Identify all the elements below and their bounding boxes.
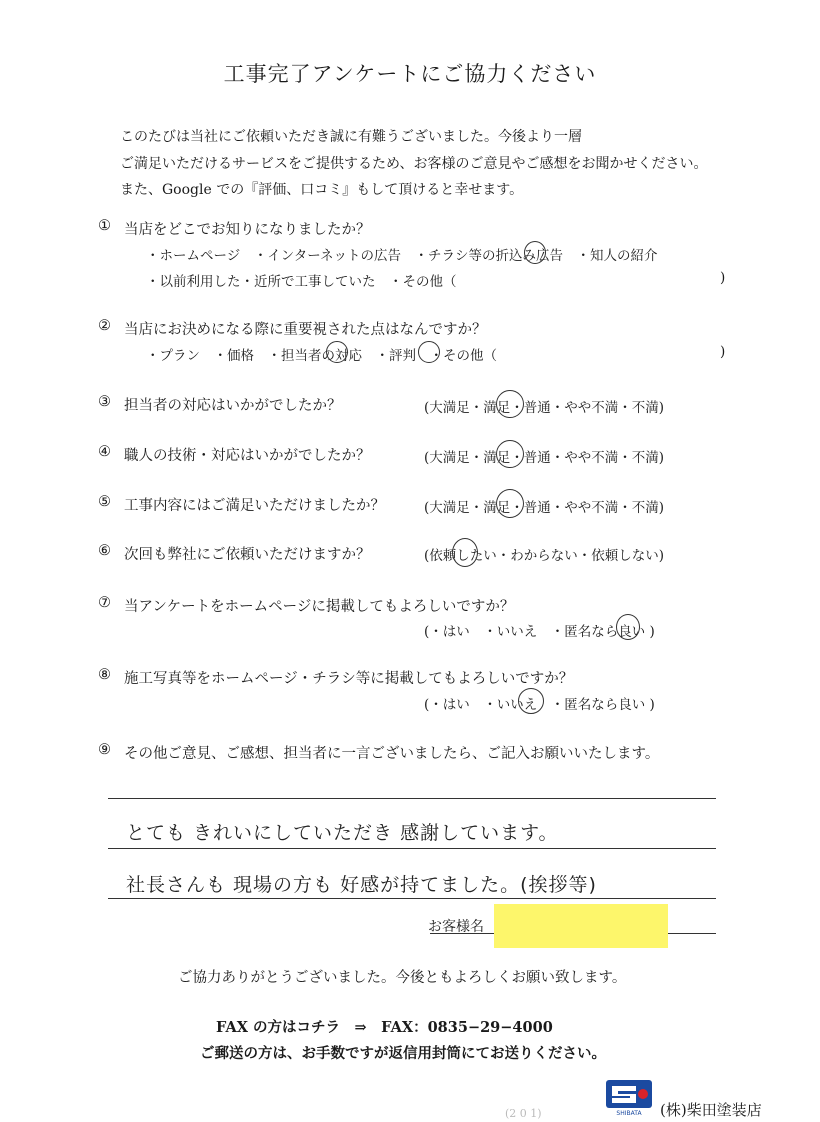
logo-wordmark: SHIBATA — [616, 1110, 642, 1116]
q7-number: ⑦ — [98, 595, 111, 611]
footer-mark: (2 0 1) — [505, 1107, 542, 1120]
q2-number: ② — [98, 318, 111, 334]
writing-line-2 — [108, 848, 716, 849]
q1-answer-circle — [524, 241, 546, 264]
q3-number: ③ — [98, 394, 111, 410]
q2-options[interactable]: ・プラン ・価格 ・担当者の対応 ・評判 ・その他（ — [146, 348, 497, 364]
q7-text: 当アンケートをホームページに掲載してもよろしいですか？ — [124, 599, 515, 615]
mail-info: ご郵送の方は、お手数ですが返信用封筒にてお送りください。 — [200, 1045, 606, 1062]
company-logo-icon — [606, 1080, 652, 1116]
q8-answer-circle — [518, 688, 544, 714]
company-name: (株)柴田塗装店 — [660, 1101, 762, 1119]
writing-line-3 — [108, 898, 716, 899]
q1-number: ① — [98, 218, 111, 234]
q4-number: ④ — [98, 444, 111, 460]
writing-line-1 — [108, 798, 716, 799]
handwritten-comment-2: 社長さんも 現場の方も 好感が持てました。(挨拶等) — [126, 874, 597, 896]
q8-text: 施工写真等をホームページ・チラシ等に掲載してもよろしいですか？ — [124, 671, 574, 687]
q9-number: ⑨ — [98, 742, 111, 758]
q2-answer-circle-staff — [326, 341, 348, 363]
q5-answer-circle — [496, 489, 524, 518]
q2-close-paren: ) — [720, 344, 726, 360]
q2-text: 当店にお決めになる際に重要視された点はなんですか？ — [124, 322, 487, 338]
q2-answer-circle-reputation — [418, 341, 440, 363]
q3-text: 担当者の対応はいかがでしたか？ — [124, 398, 342, 414]
q1-close-paren: ) — [720, 270, 726, 286]
q7-answer-circle — [616, 614, 640, 640]
q5-number: ⑤ — [98, 494, 111, 510]
q5-text: 工事内容にはご満足いただけましたか？ — [124, 498, 385, 514]
q4-answer-circle — [496, 440, 524, 468]
q4-text: 職人の技術・対応はいかがでしたか？ — [124, 448, 371, 464]
q1-options-line-1[interactable]: ・ホームページ ・インターネットの広告 ・チラシ等の折込み広告 ・知人の紹介 — [146, 248, 658, 264]
fax-info: FAX の方はコチラ ⇒ FAX：0835−29−4000 — [216, 1019, 553, 1036]
intro-line-2: ご満足いただけるサービスをご提供するため、お客様のご意見やご感想をお聞かせください。 — [120, 156, 708, 172]
q6-answer-circle — [452, 538, 478, 567]
q6-number: ⑥ — [98, 543, 111, 559]
intro-line-3: また、Google での『評価、口コミ』もして頂けると幸せます。 — [120, 182, 524, 198]
q6-options[interactable]: (依頼したい・わからない・依頼しない) — [424, 548, 665, 564]
closing-message: ご協力ありがとうございました。今後ともよろしくお願い致します。 — [178, 970, 627, 986]
page-title: 工事完了アンケートにご協力ください — [223, 62, 597, 86]
q9-text: その他ご意見、ご感想、担当者に一言ございましたら、ご記入お願いいたします。 — [124, 746, 660, 762]
customer-name-redaction — [494, 904, 668, 948]
q7-options[interactable]: (・はい ・いいえ ・匿名なら良い ) — [424, 624, 655, 640]
intro-line-1: このたびは当社にご依頼いただき誠に有難うございました。今後より一層 — [120, 129, 582, 145]
customer-name-label: お客様名 — [428, 919, 484, 935]
q8-options[interactable]: (・はい ・いいえ ・匿名なら良い ) — [424, 697, 655, 713]
q1-options-line-2[interactable]: ・以前利用した・近所で工事していた ・その他（ — [146, 274, 457, 290]
handwritten-comment-1: とても きれいにしていただき 感謝しています。 — [126, 822, 559, 844]
q4-options[interactable]: (大満足・満足・普通・やや不満・不満) — [424, 450, 665, 466]
q5-options[interactable]: (大満足・満足・普通・やや不満・不満) — [424, 500, 665, 516]
q8-number: ⑧ — [98, 667, 111, 683]
q3-options[interactable]: (大満足・満足・普通・やや不満・不満) — [424, 400, 665, 416]
q1-text: 当店をどこでお知りになりましたか？ — [124, 222, 371, 238]
q3-answer-circle — [496, 390, 524, 418]
q6-text: 次回も弊社にご依頼いただけますか？ — [124, 547, 371, 563]
